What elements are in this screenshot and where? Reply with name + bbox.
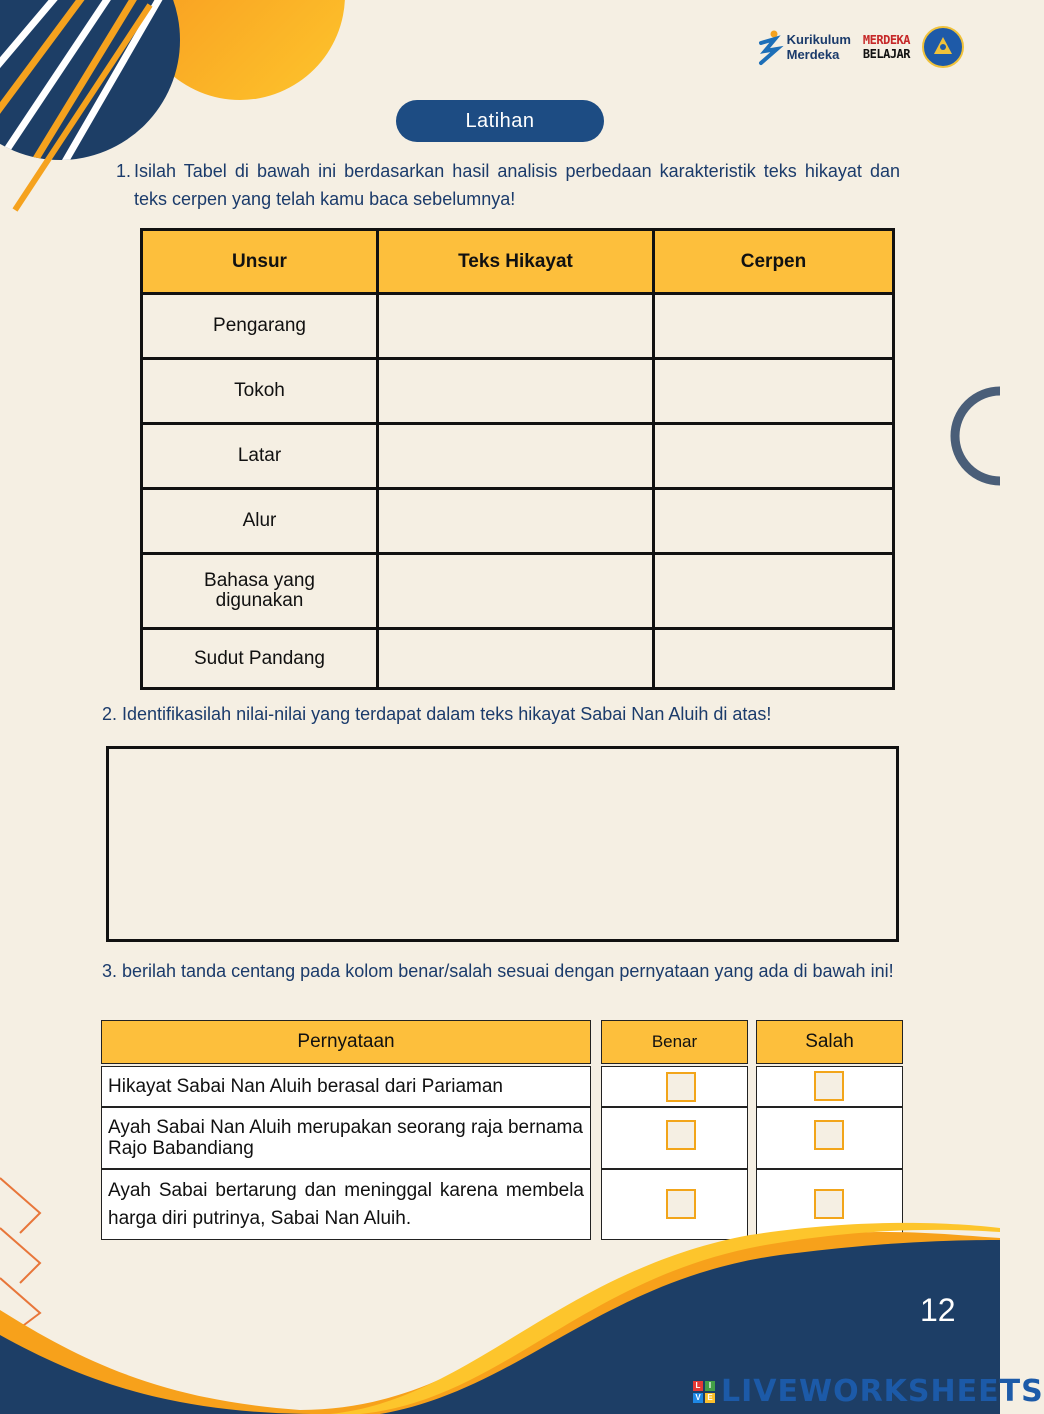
- header-benar: [601, 1020, 748, 1064]
- hikayat-answer-cell[interactable]: [378, 554, 654, 629]
- table-row: [142, 424, 894, 489]
- header-pernyataan-label: Pernyataan: [297, 1031, 395, 1052]
- header-unsur: Unsur: [142, 230, 378, 294]
- question-2-text: 2. Identifikasilah nilai-nilai yang terdapat dalam teks hikayat Sabai Nan Aluih di atas!: [102, 704, 772, 724]
- header-cerpen: Cerpen: [654, 230, 894, 294]
- page-title-pill: [396, 100, 604, 142]
- kurikulum-merdeka-icon: [757, 29, 783, 65]
- page-number: 12: [920, 1292, 956, 1328]
- watermark-letter: E: [705, 1393, 715, 1403]
- decorative-arc: [950, 386, 1000, 486]
- statement-text: Hikayat Sabai Nan Aluih berasal dari Pariaman: [108, 1076, 503, 1097]
- header-salah-label: Salah: [805, 1031, 854, 1052]
- liveworksheets-watermark: [693, 1374, 1044, 1409]
- row-label-bahasa: Bahasa yang digunakan: [142, 554, 378, 629]
- statement-text: Ayah Sabai bertarung dan meninggal karena membela harga diri putrinya, Sabai Nan Aluih.: [108, 1179, 584, 1229]
- header-logos: [757, 26, 964, 68]
- watermark-letter: V: [693, 1393, 703, 1403]
- hikayat-answer-cell[interactable]: [378, 629, 654, 689]
- row-label-latar: Latar: [142, 424, 378, 489]
- salah-checkbox[interactable]: [814, 1071, 844, 1101]
- statement-row-1: [101, 1066, 591, 1107]
- merdeka-line2: BELAJAR: [862, 47, 910, 61]
- table-row: [142, 294, 894, 359]
- benar-checkbox[interactable]: [666, 1120, 696, 1150]
- table-row: [142, 359, 894, 424]
- merdeka-line1: MERDEKA: [862, 33, 910, 47]
- header-pernyataan: [101, 1020, 591, 1064]
- salah-checkbox[interactable]: [814, 1120, 844, 1150]
- table-row: [142, 554, 894, 629]
- merdeka-belajar-logo: [863, 33, 910, 61]
- header-salah: [756, 1020, 903, 1064]
- comparison-table-header: [142, 230, 894, 294]
- question-1-number: 1.: [116, 161, 132, 181]
- benar-cell: [601, 1066, 748, 1107]
- cerpen-answer-cell[interactable]: [654, 554, 894, 629]
- question-2-answer-box[interactable]: [106, 746, 899, 942]
- hikayat-answer-cell[interactable]: [378, 424, 654, 489]
- cerpen-answer-cell[interactable]: [654, 294, 894, 359]
- liveworksheets-icon: [693, 1381, 715, 1403]
- question-1: [116, 157, 900, 213]
- watermark-text: LIVEWORKSHEETS: [721, 1374, 1044, 1409]
- kurikulum-merdeka-logo: [757, 29, 851, 65]
- benar-checkbox[interactable]: [666, 1072, 696, 1102]
- watermark-letter: I: [705, 1381, 715, 1391]
- table-row: [142, 629, 894, 689]
- question-3-text: 3. berilah tanda centang pada kolom benar/salah sesuai dengan pernyataan yang ada di bawah ini!: [102, 961, 894, 981]
- hikayat-answer-cell[interactable]: [378, 294, 654, 359]
- row-label-sudut-pandang: Sudut Pandang: [142, 629, 378, 689]
- tut-wuri-handayani-emblem-icon: [922, 26, 964, 68]
- kurikulum-line2: Merdeka: [786, 47, 840, 62]
- row-label-tokoh: Tokoh: [142, 359, 378, 424]
- table-row: [142, 489, 894, 554]
- row-label-pengarang: Pengarang: [142, 294, 378, 359]
- salah-cell: [756, 1066, 903, 1107]
- row-label-alur: Alur: [142, 489, 378, 554]
- hikayat-answer-cell[interactable]: [378, 489, 654, 554]
- hikayat-answer-cell[interactable]: [378, 359, 654, 424]
- comparison-table: [140, 228, 895, 690]
- cerpen-answer-cell[interactable]: [654, 629, 894, 689]
- question-1-text: Isilah Tabel di bawah ini berdasarkan hasil analisis perbedaan karakteristik teks hikayat dan teks cerpen yang telah kamu baca sebelumnya!: [134, 161, 900, 209]
- statement-text: Ayah Sabai Nan Aluih merupakan seorang raja bernama Rajo Babandiang: [108, 1117, 583, 1159]
- watermark-letter: L: [693, 1381, 703, 1391]
- kurikulum-line1: Kurikulum: [786, 32, 851, 47]
- header-teks-hikayat: Teks Hikayat: [378, 230, 654, 294]
- cerpen-answer-cell[interactable]: [654, 424, 894, 489]
- page-title: Latihan: [465, 109, 535, 132]
- cerpen-answer-cell[interactable]: [654, 489, 894, 554]
- header-benar-label: Benar: [651, 1032, 698, 1051]
- cerpen-answer-cell[interactable]: [654, 359, 894, 424]
